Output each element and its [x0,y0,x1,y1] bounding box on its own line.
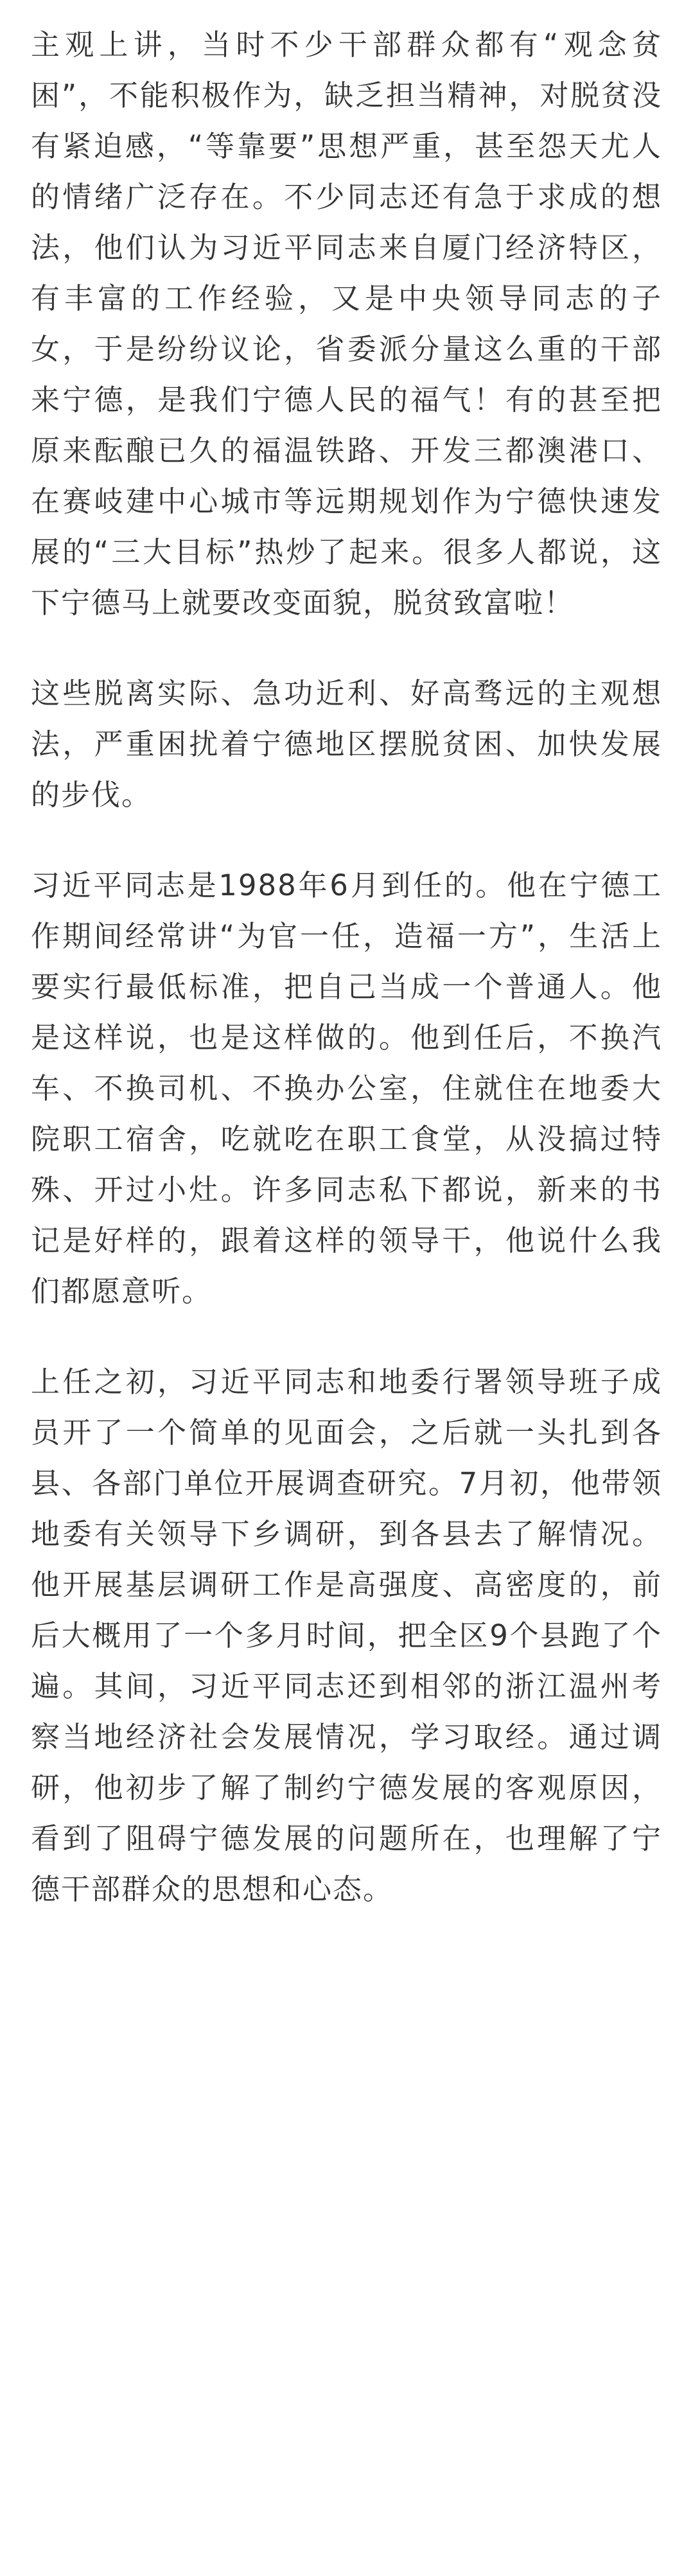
paragraph-subjective-poverty: 主观上讲，当时不少干部群众都有“观念贫困”，不能积极作为，缺乏担当精神，对脱贫没有紧迫感，“等靠要”思想严重，甚至怨天尤人的情绪广泛存在。不少同志还有急于求成的想法，他们认为习近平同志来自厦门经济特区，有丰富的工作经验，又是中央领导同志的子女，于是纷纷议论，省委派分量这么重的干部来宁德，是我们宁德人民的福气！有的甚至把原来酝酿已久的福温铁路、开发三都澳港口、在赛岐建中心城市等远期规划作为宁德快速发展的“三大目标”热炒了起来。很多人都说，这下宁德马上就要改变面貌，脱贫致富啦！ [31,28,662,620]
article-body [31,19,662,1914]
paragraph-took-office: 习近平同志是1988年6月到任的。他在宁德工作期间经常讲“为官一任，造福一方”，生活上要实行最低标准，把自己当成一个普通人。他是这样说，也是这样做的。他到任后，不换汽车、不换司机、不换办公室，住就住在地委大院职工宿舍，吃就吃在职工食堂，从没搞过特殊、开过小灶。许多同志私下都说，新来的书记是好样的，跟着这样的领导干，他说什么我们都愿意听。 [31,868,662,1308]
paragraph-field-research: 上任之初，习近平同志和地委行署领导班子成员开了一个简单的见面会，之后就一头扎到各县、各部门单位开展调查研究。7月初，他带领地委有关领导下乡调研，到各县去了解情况。他开展基层调研工作是高强度、高密度的，前后大概用了一个多月时间，把全区9个县跑了个遍。其间，习近平同志还到相邻的浙江温州考察当地经济社会发展情况，学习取经。通过调研，他初步了解了制约宁德发展的客观原因，看到了阻碍宁德发展的问题所在，也理解了宁德干部群众的思想和心态。 [31,1365,662,1906]
paragraph-unrealistic-thinking: 这些脱离实际、急功近利、好高骛远的主观想法，严重困扰着宁德地区摆脱贫困、加快发展的步伐。 [31,676,662,812]
